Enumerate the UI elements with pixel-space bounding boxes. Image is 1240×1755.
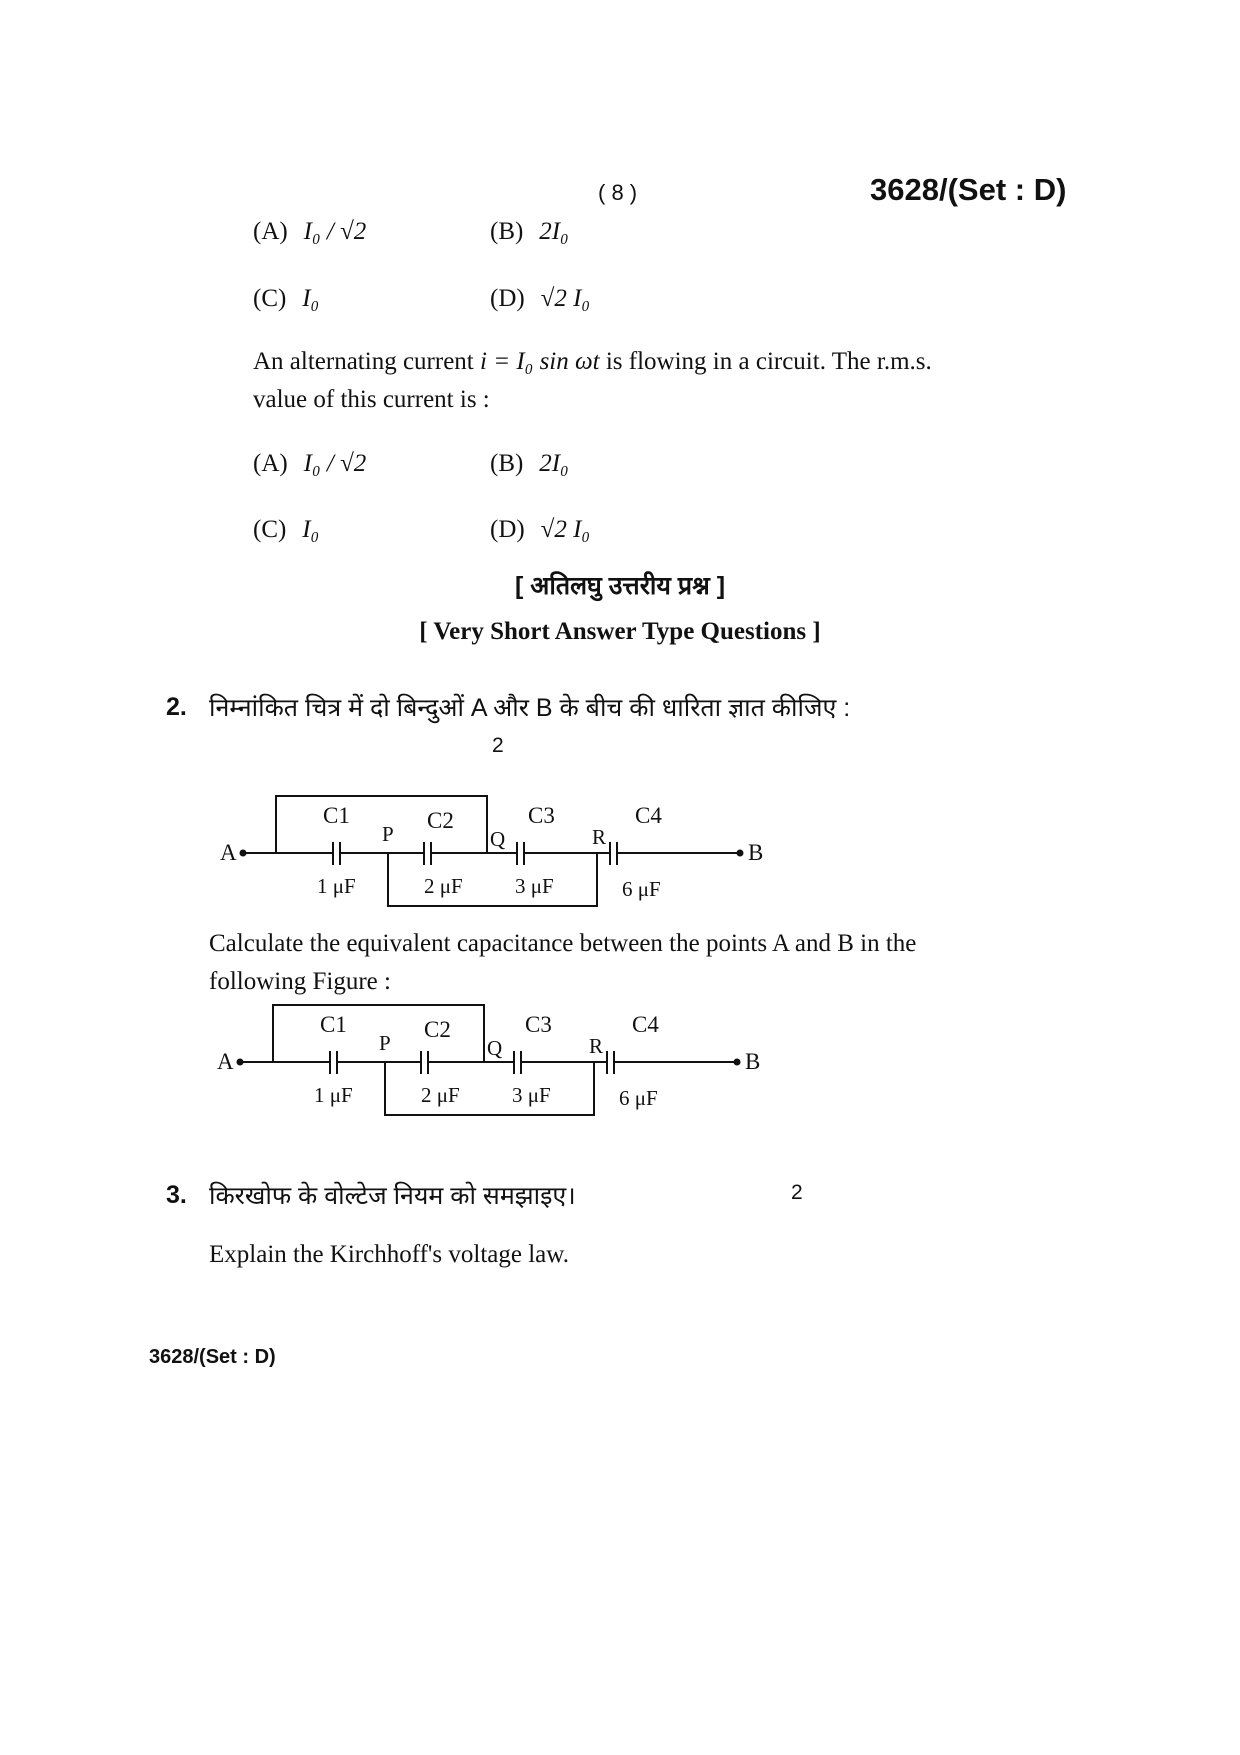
- capacitor-c3-name: C3: [528, 803, 555, 828]
- rms-option-b: (B) 2I₀: [490, 450, 569, 477]
- terminal-b-label: B: [748, 840, 764, 865]
- node-p-label: P: [382, 822, 394, 846]
- capacitor-c4-name: C4: [635, 803, 662, 828]
- option-value: I₀: [302, 285, 320, 312]
- question-2-number: 2.: [166, 693, 187, 721]
- option-value: I₀: [302, 516, 320, 543]
- capacitor-c4-name: C4: [632, 1012, 659, 1037]
- capacitor-c3-value: 3 μF: [512, 1083, 551, 1107]
- top-option-b: (B) 2I₀: [490, 218, 569, 245]
- node-q-label: Q: [487, 1036, 503, 1060]
- question-3-number: 3.: [166, 1181, 187, 1209]
- node-r-label: R: [592, 825, 607, 849]
- terminal-a-label: A: [217, 1049, 234, 1074]
- rms-option-d: (D) √2 I₀: [490, 516, 591, 543]
- rms-option-a: (A) I₀ / √2: [253, 450, 367, 477]
- rms-question-line2: value of this current is :: [253, 386, 490, 413]
- capacitor-c4-value: 6 μF: [619, 1086, 658, 1110]
- capacitor-circuit-figure-hindi: [210, 786, 790, 916]
- top-option-d: (D) √2 I₀: [490, 285, 591, 312]
- question-2-hindi-text: निम्नांकित चित्र में दो बिन्दुओं A और B के बीच की धारिता ज्ञात कीजिए :: [209, 694, 851, 722]
- capacitor-c2-value: 2 μF: [421, 1083, 460, 1107]
- capacitor-c2-name: C2: [424, 1017, 451, 1042]
- capacitor-c1-name: C1: [320, 1012, 347, 1037]
- capacitor-c2-name: C2: [427, 808, 454, 833]
- option-value: I₀ / √2: [303, 218, 367, 245]
- option-value: I₀ / √2: [303, 450, 367, 477]
- question-2-english-text: Calculate the equivalent capacitance between the points A and B in the following Figure :: [209, 930, 917, 995]
- section-title-hindi: [ अतिलघु उत्तरीय प्रश्न ]: [514, 572, 726, 600]
- capacitor-circuit-figure-english: [207, 995, 787, 1125]
- question-3-english-text: Explain the Kirchhoff's voltage law.: [209, 1241, 569, 1268]
- capacitor-c1-name: C1: [323, 803, 350, 828]
- section-title-english: [ Very Short Answer Type Questions ]: [419, 618, 821, 645]
- option-value: √2 I₀: [540, 516, 591, 543]
- question-3-marks: 2: [791, 1181, 803, 1204]
- top-option-a: (A) I₀ / √2: [253, 218, 367, 245]
- set-code-header: 3628/(Set : D): [870, 172, 1067, 207]
- capacitor-c3-value: 3 μF: [515, 874, 554, 898]
- capacitor-c1-value: 1 μF: [314, 1083, 353, 1107]
- rms-formula: i = I₀ sin ωt: [480, 348, 600, 375]
- rms-question-text: [253, 343, 1093, 419]
- node-p-label: P: [379, 1031, 391, 1055]
- top-option-c: (C) I₀: [253, 285, 320, 312]
- capacitor-c2-value: 2 μF: [424, 874, 463, 898]
- set-code-footer: 3628/(Set : D): [149, 1346, 276, 1368]
- question-2-marks: 2: [492, 734, 504, 757]
- terminal-b-label: B: [745, 1049, 761, 1074]
- node-r-label: R: [589, 1034, 604, 1058]
- rms-question-line1: An alternating current i = I₀ sin ωt is flowing in a circuit. The r.m.s.: [253, 348, 932, 375]
- option-value: 2I₀: [539, 218, 569, 245]
- option-value: √2 I₀: [540, 285, 591, 312]
- rms-option-c: (C) I₀: [253, 516, 320, 543]
- option-value: 2I₀: [539, 450, 569, 477]
- capacitor-c1-value: 1 μF: [317, 874, 356, 898]
- question-3-hindi-text: किरखोफ के वोल्टेज नियम को समझाइए।: [209, 1182, 576, 1210]
- node-q-label: Q: [490, 827, 506, 851]
- capacitor-c4-value: 6 μF: [622, 877, 661, 901]
- terminal-a-label: A: [220, 840, 237, 865]
- capacitor-c3-name: C3: [525, 1012, 552, 1037]
- page-number: ( 8 ): [598, 180, 638, 205]
